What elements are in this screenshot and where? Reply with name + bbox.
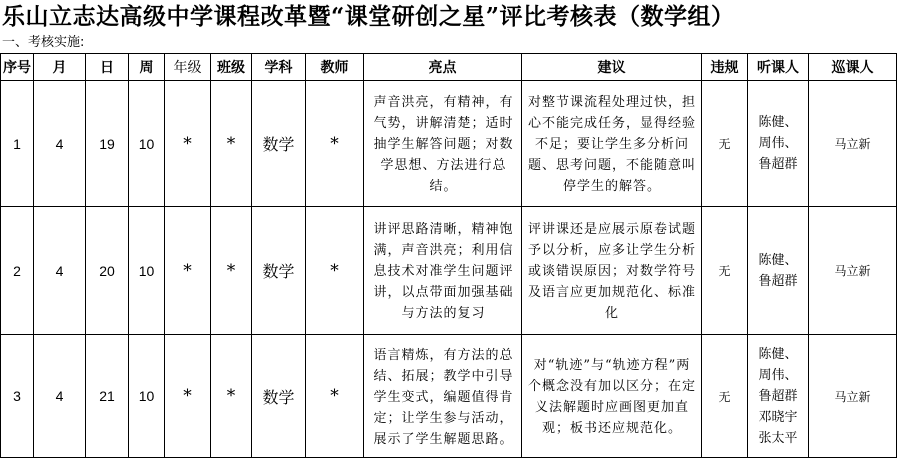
listener-name: 周伟、 bbox=[758, 367, 798, 383]
suggestions-text: 对“轨迹”与“轨迹方程”两个概念没有加以区分；在定义法解题时应画图更加直观；板书还应规范化。 bbox=[527, 358, 696, 436]
highlights-text: 讲评思路清晰，精神饱满，声音洪亮；利用信息技术对准学生问题评讲，以点带面加强基础与方法的复习 bbox=[373, 222, 514, 321]
class-cell: * bbox=[211, 335, 252, 458]
header-week: 周 bbox=[129, 54, 165, 81]
day-cell: 21 bbox=[86, 335, 129, 458]
header-suggestions: 建议 bbox=[522, 54, 702, 81]
table-header-row bbox=[1, 54, 897, 81]
violation-cell: 无 bbox=[702, 81, 748, 207]
header-listeners: 听课人 bbox=[748, 54, 809, 81]
teacher-cell: * bbox=[306, 207, 364, 335]
patrol-cell: 马立新 bbox=[809, 335, 897, 458]
seq-cell: 2 bbox=[1, 207, 34, 335]
seq-cell: 1 bbox=[1, 81, 34, 207]
day-cell: 20 bbox=[86, 207, 129, 335]
listeners-cell bbox=[748, 81, 809, 207]
form-title: 乐山立志达高级中学课程改革暨“课堂研创之星”评比考核表（数学组） bbox=[2, 3, 735, 30]
violation-cell: 无 bbox=[702, 335, 748, 458]
listener-name: 鲁超群 bbox=[758, 388, 798, 404]
highlights-cell bbox=[364, 335, 522, 458]
month-cell: 4 bbox=[34, 335, 86, 458]
header-highlights: 亮点 bbox=[364, 54, 522, 81]
listeners-cell bbox=[748, 335, 809, 458]
seq-cell: 3 bbox=[1, 335, 34, 458]
teacher-cell: * bbox=[306, 81, 364, 207]
week-cell: 10 bbox=[129, 335, 165, 458]
table-row bbox=[1, 81, 897, 207]
listener-name: 陈健、 bbox=[758, 115, 798, 130]
suggestions-cell bbox=[522, 207, 702, 335]
listener-name: 鲁超群 bbox=[758, 157, 798, 172]
header-month: 月 bbox=[34, 54, 86, 81]
listener-name: 周伟、 bbox=[758, 136, 798, 151]
header-teacher: 教师 bbox=[306, 54, 364, 81]
listener-name: 张太平 bbox=[758, 430, 798, 446]
subject-cell: 数学 bbox=[252, 335, 306, 458]
patrol-cell: 马立新 bbox=[809, 81, 897, 207]
suggestions-text: 评讲课还是应展示原卷试题予以分析，应多让学生分析或谈错误原因；对数学符号及语言应更加规范化、标准化 bbox=[527, 222, 696, 321]
section-label: 一、考核实施: bbox=[2, 35, 85, 50]
subject-cell: 数学 bbox=[252, 207, 306, 335]
header-class: 班级 bbox=[211, 54, 252, 81]
highlights-cell bbox=[364, 81, 522, 207]
listeners-cell bbox=[748, 207, 809, 335]
grade-cell: * bbox=[165, 335, 211, 458]
month-cell: 4 bbox=[34, 207, 86, 335]
suggestions-cell bbox=[522, 335, 702, 458]
teacher-cell: * bbox=[306, 335, 364, 458]
class-cell: * bbox=[211, 207, 252, 335]
patrol-cell: 马立新 bbox=[809, 207, 897, 335]
class-cell: * bbox=[211, 81, 252, 207]
header-seq: 序号 bbox=[1, 54, 34, 81]
header-subject: 学科 bbox=[252, 54, 306, 81]
violation-cell: 无 bbox=[702, 207, 748, 335]
header-day: 日 bbox=[86, 54, 129, 81]
table-row bbox=[1, 335, 897, 458]
listener-name: 陈健、 bbox=[758, 252, 798, 268]
week-cell: 10 bbox=[129, 207, 165, 335]
header-violation: 违规 bbox=[702, 54, 748, 81]
month-cell: 4 bbox=[34, 81, 86, 207]
week-cell: 10 bbox=[129, 81, 165, 207]
listener-name: 陈健、 bbox=[758, 346, 798, 362]
grade-cell: * bbox=[165, 81, 211, 207]
highlights-text: 声音洪亮，有精神，有气势，讲解清楚；适时抽学生解答问题；对数学思想、方法进行总结。 bbox=[373, 95, 514, 194]
header-grade: 年级 bbox=[165, 54, 211, 81]
grade-cell: * bbox=[165, 207, 211, 335]
highlights-text: 语言精炼，有方法的总结、拓展；教学中引导学生变式，编题值得肯定；让学生参与活动，展示了学生解题思路。 bbox=[373, 347, 514, 447]
suggestions-text: 对整节课流程处理过快，担心不能完成任务，显得经验不足；要让学生多分析问题、思考问题，不能随意叫停学生的解答。 bbox=[527, 95, 696, 194]
listener-name: 鲁超群 bbox=[758, 273, 798, 289]
subject-cell: 数学 bbox=[252, 81, 306, 207]
table-row bbox=[1, 207, 897, 335]
highlights-cell bbox=[364, 207, 522, 335]
suggestions-cell bbox=[522, 81, 702, 207]
header-patrol: 巡课人 bbox=[809, 54, 897, 81]
evaluation-table bbox=[0, 53, 897, 458]
listener-name: 邓晓宇 bbox=[758, 409, 798, 425]
day-cell: 19 bbox=[86, 81, 129, 207]
